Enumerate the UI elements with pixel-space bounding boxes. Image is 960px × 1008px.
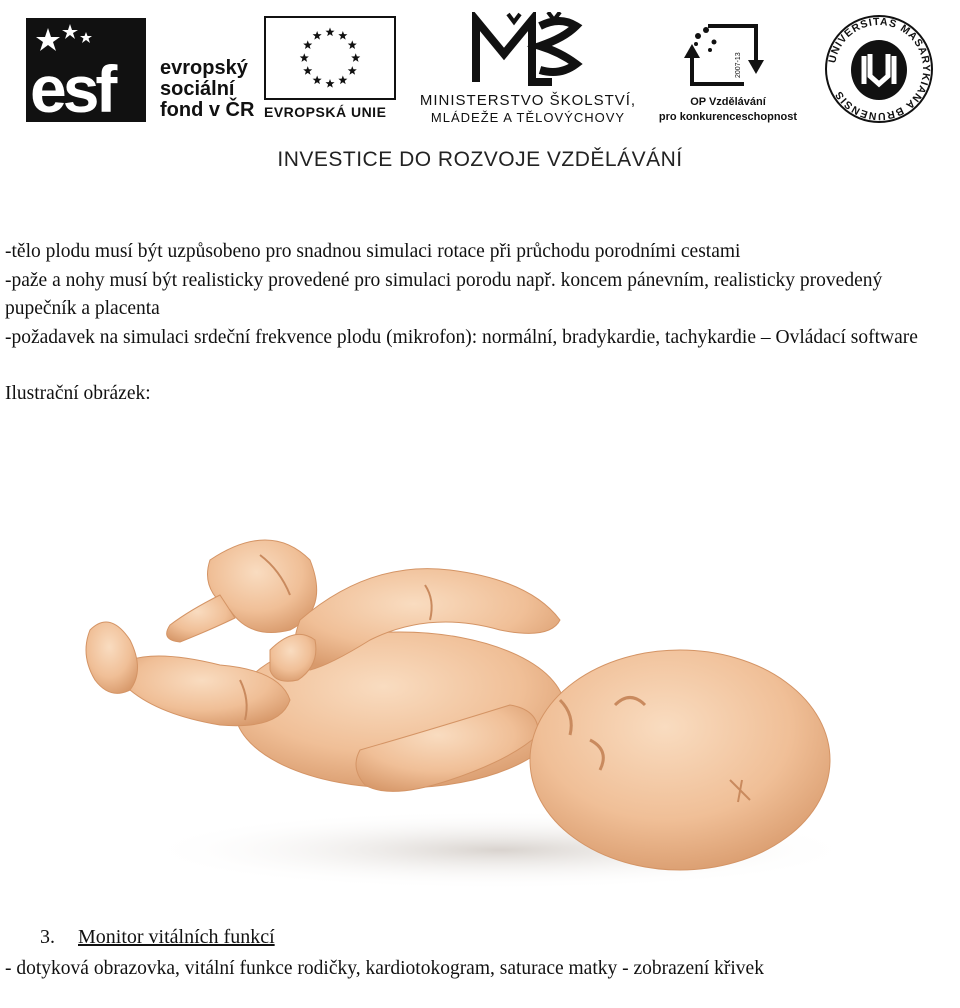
illustration-label: Ilustrační obrázek:: [5, 383, 151, 405]
op-line-2: pro konkurenceschopnost: [658, 111, 798, 123]
fetal-manikin-image: [70, 500, 870, 900]
msmt-line-2: MLÁDEŽE A TĚLOVÝCHOVY: [430, 110, 626, 125]
svg-text:esf: esf: [30, 52, 114, 122]
slogan: INVESTICE DO ROZVOJE VZDĚLÁVÁNÍ: [277, 148, 683, 171]
eu-logo: [264, 16, 404, 126]
eu-stars-icon: [264, 16, 396, 100]
eu-label: EVROPSKÁ UNIE: [264, 104, 387, 120]
esf-line-2: sociální: [160, 78, 235, 100]
section-heading: [40, 926, 275, 949]
esf-line-3: fond v ČR: [160, 99, 255, 121]
msmt-line-1: MINISTERSTVO ŠKOLSTVÍ,: [419, 92, 637, 109]
op-arrows-icon: [684, 14, 768, 94]
eu-star-icon: [348, 66, 357, 75]
eu-star-icon: [338, 76, 347, 85]
esf-mark-icon: [26, 18, 146, 122]
section-number: 3.: [40, 926, 55, 948]
paragraph-heart-rate: -požadavek na simulaci srdeční frekvence plodu (mikrofon): normální, bradykardie, tachykardie – Ovládací software: [5, 326, 918, 348]
eu-star-icon: [313, 76, 322, 85]
document-body: [5, 238, 955, 409]
eu-star-icon: [325, 28, 334, 37]
eu-star-icon: [303, 66, 312, 75]
svg-text:2007-13: 2007-13: [735, 52, 742, 78]
esf-line-1: evropský: [160, 57, 248, 79]
eu-star-icon: [313, 31, 322, 40]
msmt-monogram-icon: [468, 12, 588, 90]
paragraph-limbs: -paže a nohy musí být realisticky provedené pro simulaci porodu např. koncem pánevním, realisticky provedený pupečník a placenta: [5, 269, 883, 320]
paragraph-rotation: -tělo plodu musí být uzpůsobeno pro snadnou simulaci rotace při průchodu porodními cestami: [5, 241, 741, 262]
esf-logo: [26, 18, 256, 126]
op-logo: [648, 14, 808, 126]
muni-seal-icon: [824, 14, 934, 124]
header-logos: [0, 0, 960, 171]
section-title: Monitor vitálních funkcí: [78, 926, 275, 948]
eu-star-icon: [303, 40, 312, 49]
esf-wordmark: [160, 58, 254, 121]
eu-star-icon: [300, 53, 309, 62]
eu-star-icon: [325, 79, 334, 88]
svg-text:UNIVERSITAS MASARYKIANA BRUNEN: UNIVERSITAS MASARYKIANA BRUNENSIS: [826, 15, 933, 123]
eu-star-icon: [348, 40, 357, 49]
msmt-logo: [408, 12, 648, 128]
eu-star-icon: [351, 53, 360, 62]
eu-star-icon: [338, 31, 347, 40]
section-text: - dotyková obrazovka, vitální funkce rodičky, kardiotokogram, saturace matky - zobrazení křivek: [5, 958, 764, 979]
op-line-1: OP Vzdělávání: [690, 96, 766, 108]
